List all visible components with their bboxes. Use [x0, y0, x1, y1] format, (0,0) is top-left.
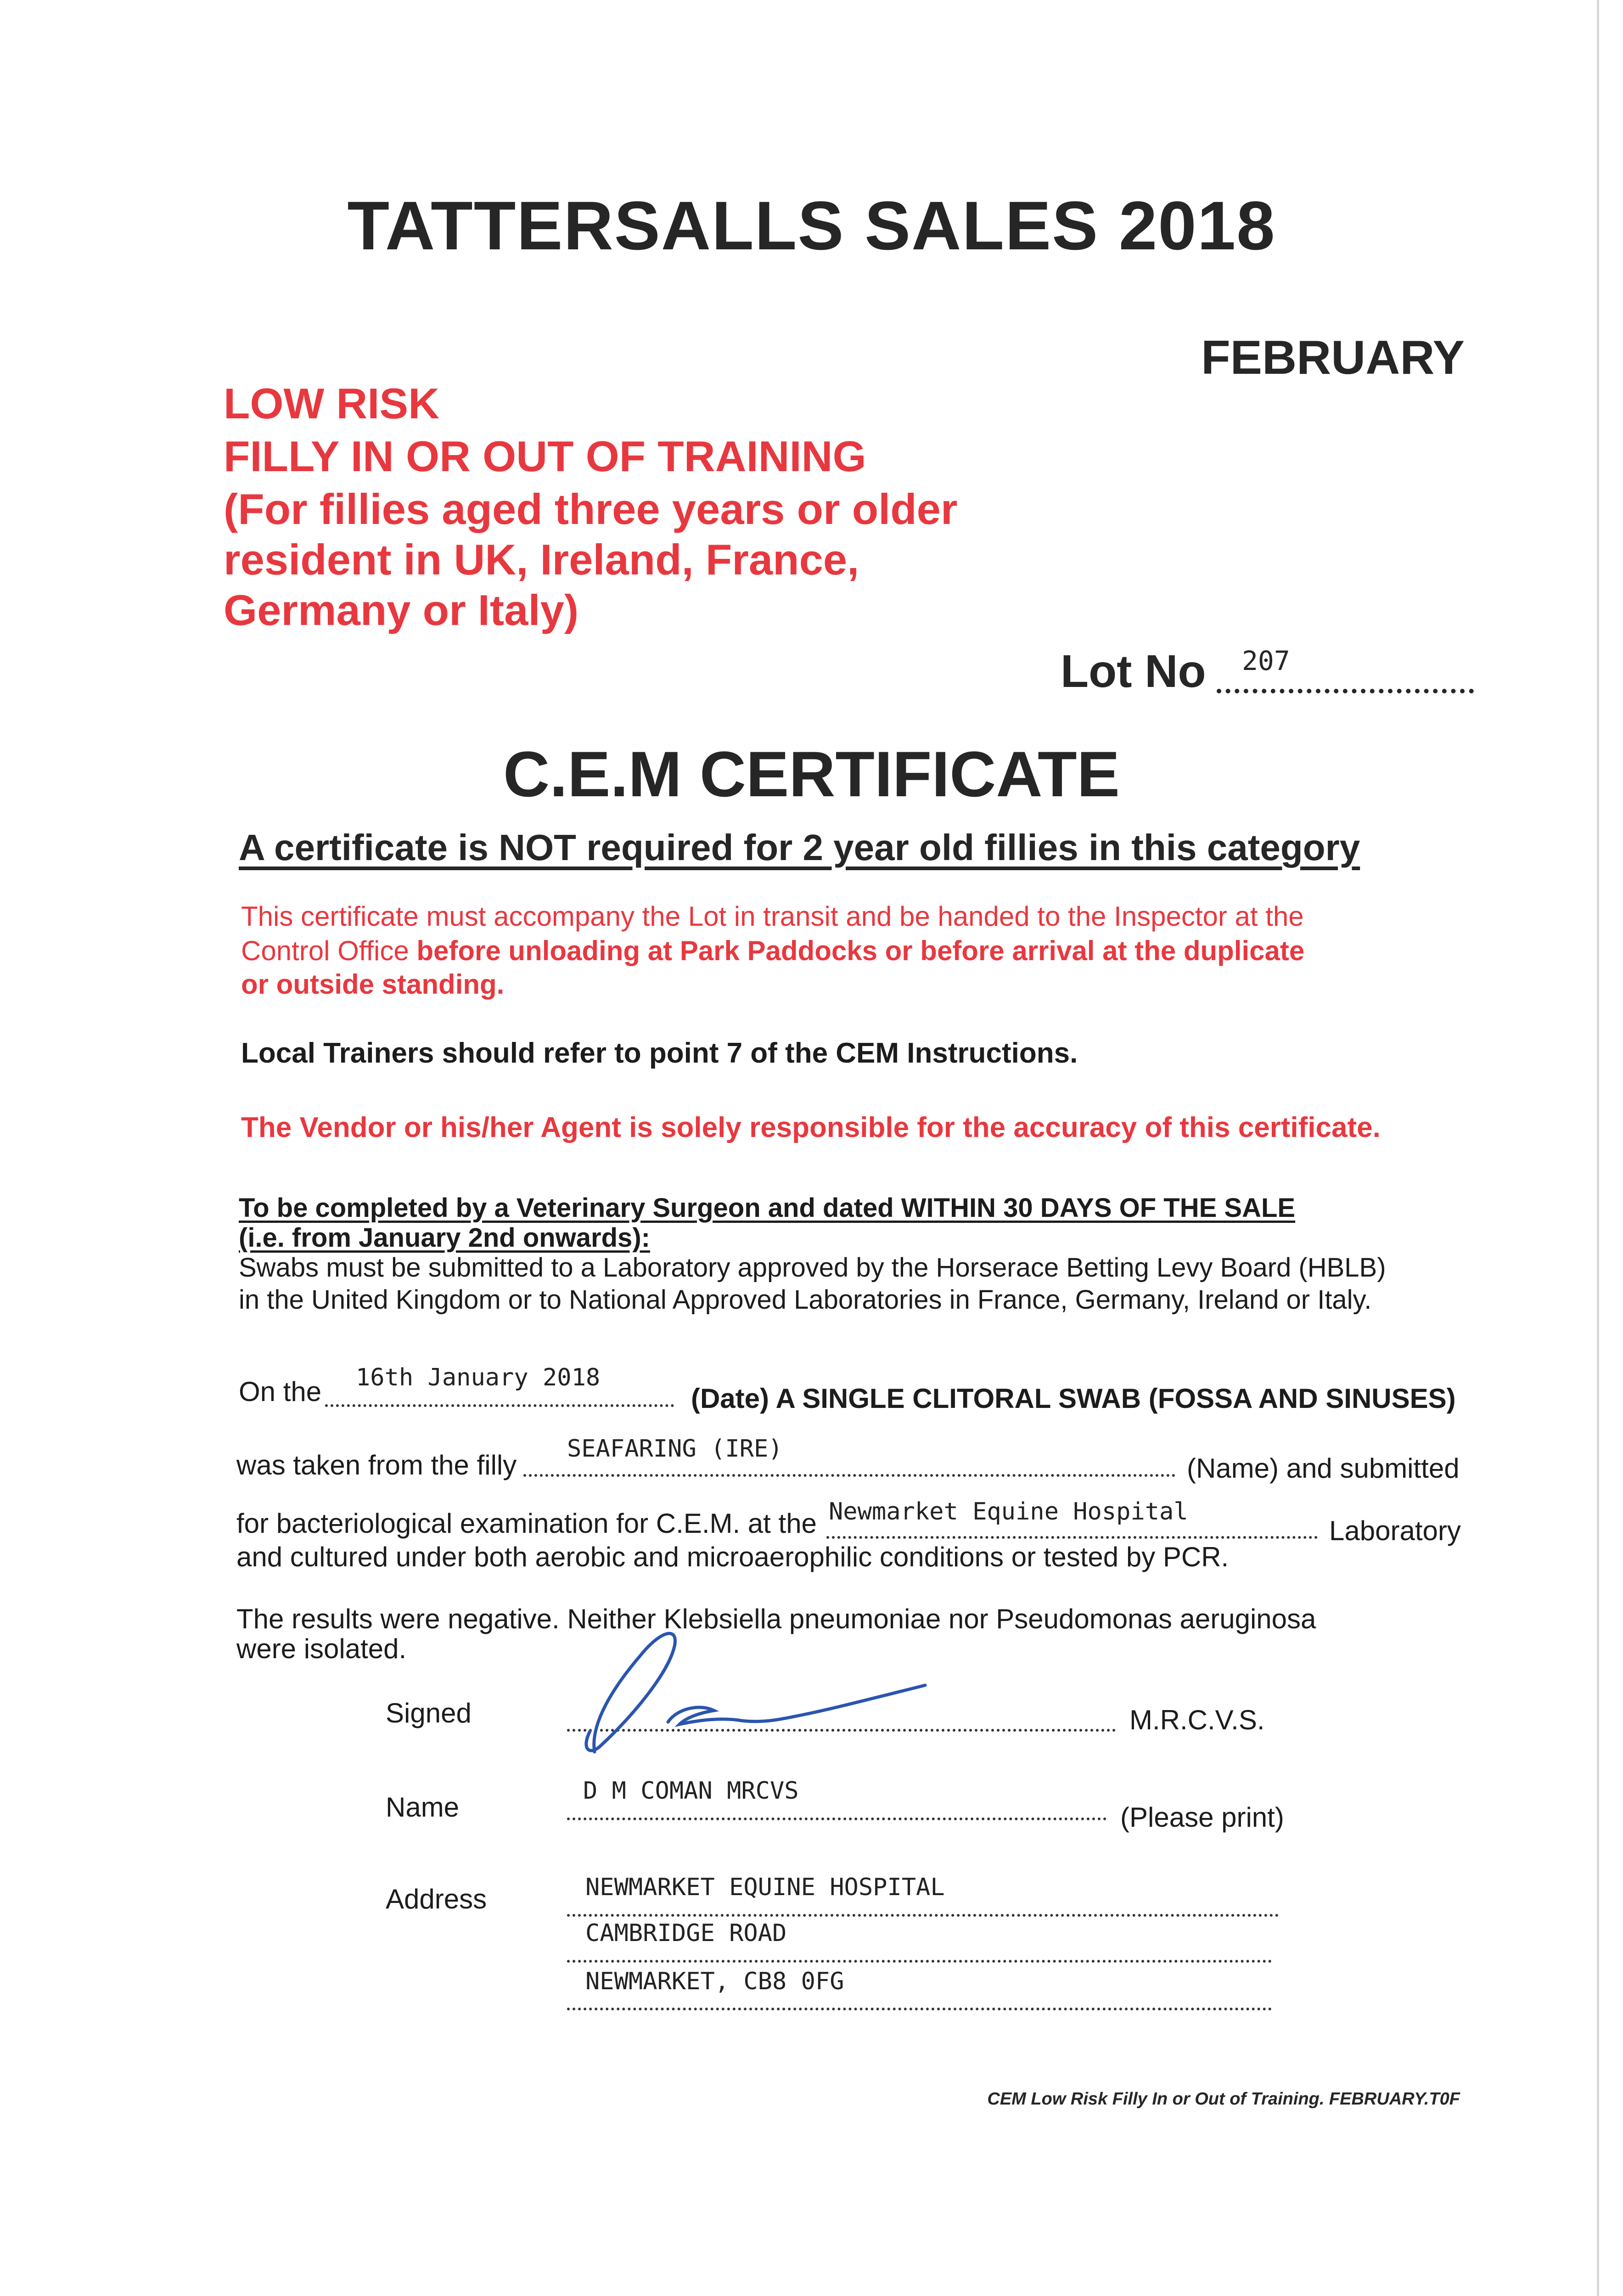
name-submitted-label: (Name) and submitted [1187, 1453, 1460, 1484]
swab-description: (Date) A SINGLE CLITORAL SWAB (FOSSA AND SINUSES) [691, 1383, 1456, 1414]
vet-heading-line1: To be completed by a Veterinary Surgeon and dated WITHIN 30 DAYS OF THE SALE [239, 1193, 1296, 1223]
vet-name-value: D M COMAN MRCVS [583, 1777, 799, 1805]
address-dotted-line-1 [567, 1914, 1279, 1917]
name-dotted-line [567, 1818, 1106, 1820]
filly-dotted-line [523, 1474, 1175, 1477]
vet-heading-line2: (i.e. from January 2nd onwards): [239, 1223, 650, 1253]
document-title: TATTERSALLS SALES 2018 [347, 187, 1276, 264]
on-the-label: On the [239, 1376, 322, 1407]
results-line1: The results were negative. Neither Klebsiella pneumoniae nor Pseudomonas aeruginosa [236, 1604, 1316, 1634]
address-line-2: CAMBRIDGE ROAD [585, 1919, 787, 1947]
certificate-exemption-note: A certificate is NOT required for 2 year old fillies in this category [239, 827, 1360, 868]
certificate-title: C.E.M CERTIFICATE [503, 738, 1120, 810]
exam-prefix: for bacteriological examination for C.E.M. at the [236, 1508, 817, 1539]
handwritten-signature [562, 1619, 939, 1761]
category-countries: Germany or Italy) [224, 586, 579, 634]
name-label: Name [386, 1792, 460, 1823]
results-line2: were isolated. [236, 1633, 407, 1664]
mrcvs-label: M.R.C.V.S. [1129, 1705, 1265, 1735]
document-footer: CEM Low Risk Filly In or Out of Training. FEBRUARY.T0F [987, 2089, 1460, 2109]
address-label: Address [386, 1884, 487, 1914]
lot-label: Lot No [1061, 646, 1206, 697]
local-trainers-note: Local Trainers should refer to point 7 of the CEM Instructions. [241, 1037, 1078, 1069]
unloading-text: before unloading at Park Paddocks or before arrival at the duplicate [416, 935, 1305, 966]
address-dotted-line-2 [567, 1960, 1272, 1963]
category-type: FILLY IN OR OUT OF TRAINING [224, 432, 866, 480]
address-dotted-line-3 [567, 2008, 1272, 2010]
scan-edge [1597, 0, 1599, 2296]
category-residence: resident in UK, Ireland, France, [224, 535, 859, 584]
lot-number: 207 [1242, 645, 1290, 676]
vendor-responsibility-note: The Vendor or his/her Agent is solely responsible for the accuracy of this certificate. [241, 1112, 1381, 1143]
taken-from-label: was taken from the filly [236, 1450, 517, 1480]
laboratory-value: Newmarket Equine Hospital [829, 1498, 1188, 1525]
date-dotted-line [325, 1404, 674, 1407]
signed-label: Signed [386, 1698, 472, 1728]
vet-instructions-line2: in the United Kingdom or to National Approved Laboratories in France, Germany, Ireland or Italy. [239, 1285, 1372, 1315]
category-risk: LOW RISK [224, 379, 439, 428]
sale-month: FEBRUARY [1201, 331, 1465, 384]
transit-notice-line3: or outside standing. [241, 969, 505, 1000]
lab-dotted-line [826, 1536, 1318, 1539]
category-age: (For fillies aged three years or older [224, 485, 958, 533]
lot-dotted-line [1217, 689, 1474, 693]
transit-notice-line2 [241, 934, 1304, 968]
address-line-1: NEWMARKET EQUINE HOSPITAL [585, 1874, 945, 1901]
date-value: 16th January 2018 [356, 1364, 601, 1391]
control-office-text: Control Office [241, 935, 409, 966]
please-print-label: (Please print) [1120, 1802, 1284, 1833]
laboratory-label: Laboratory [1329, 1515, 1461, 1546]
filly-name-value: SEAFARING (IRE) [567, 1435, 783, 1463]
transit-notice-line1: This certificate must accompany the Lot in transit and be handed to the Inspector at the [241, 901, 1304, 932]
vet-instructions-line1: Swabs must be submitted to a Laboratory approved by the Horserace Betting Levy Board (HBLB) [239, 1253, 1386, 1283]
cultured-text: and cultured under both aerobic and microaerophilic conditions or tested by PCR. [236, 1542, 1229, 1572]
address-line-3: NEWMARKET, CB8 0FG [585, 1968, 844, 1995]
